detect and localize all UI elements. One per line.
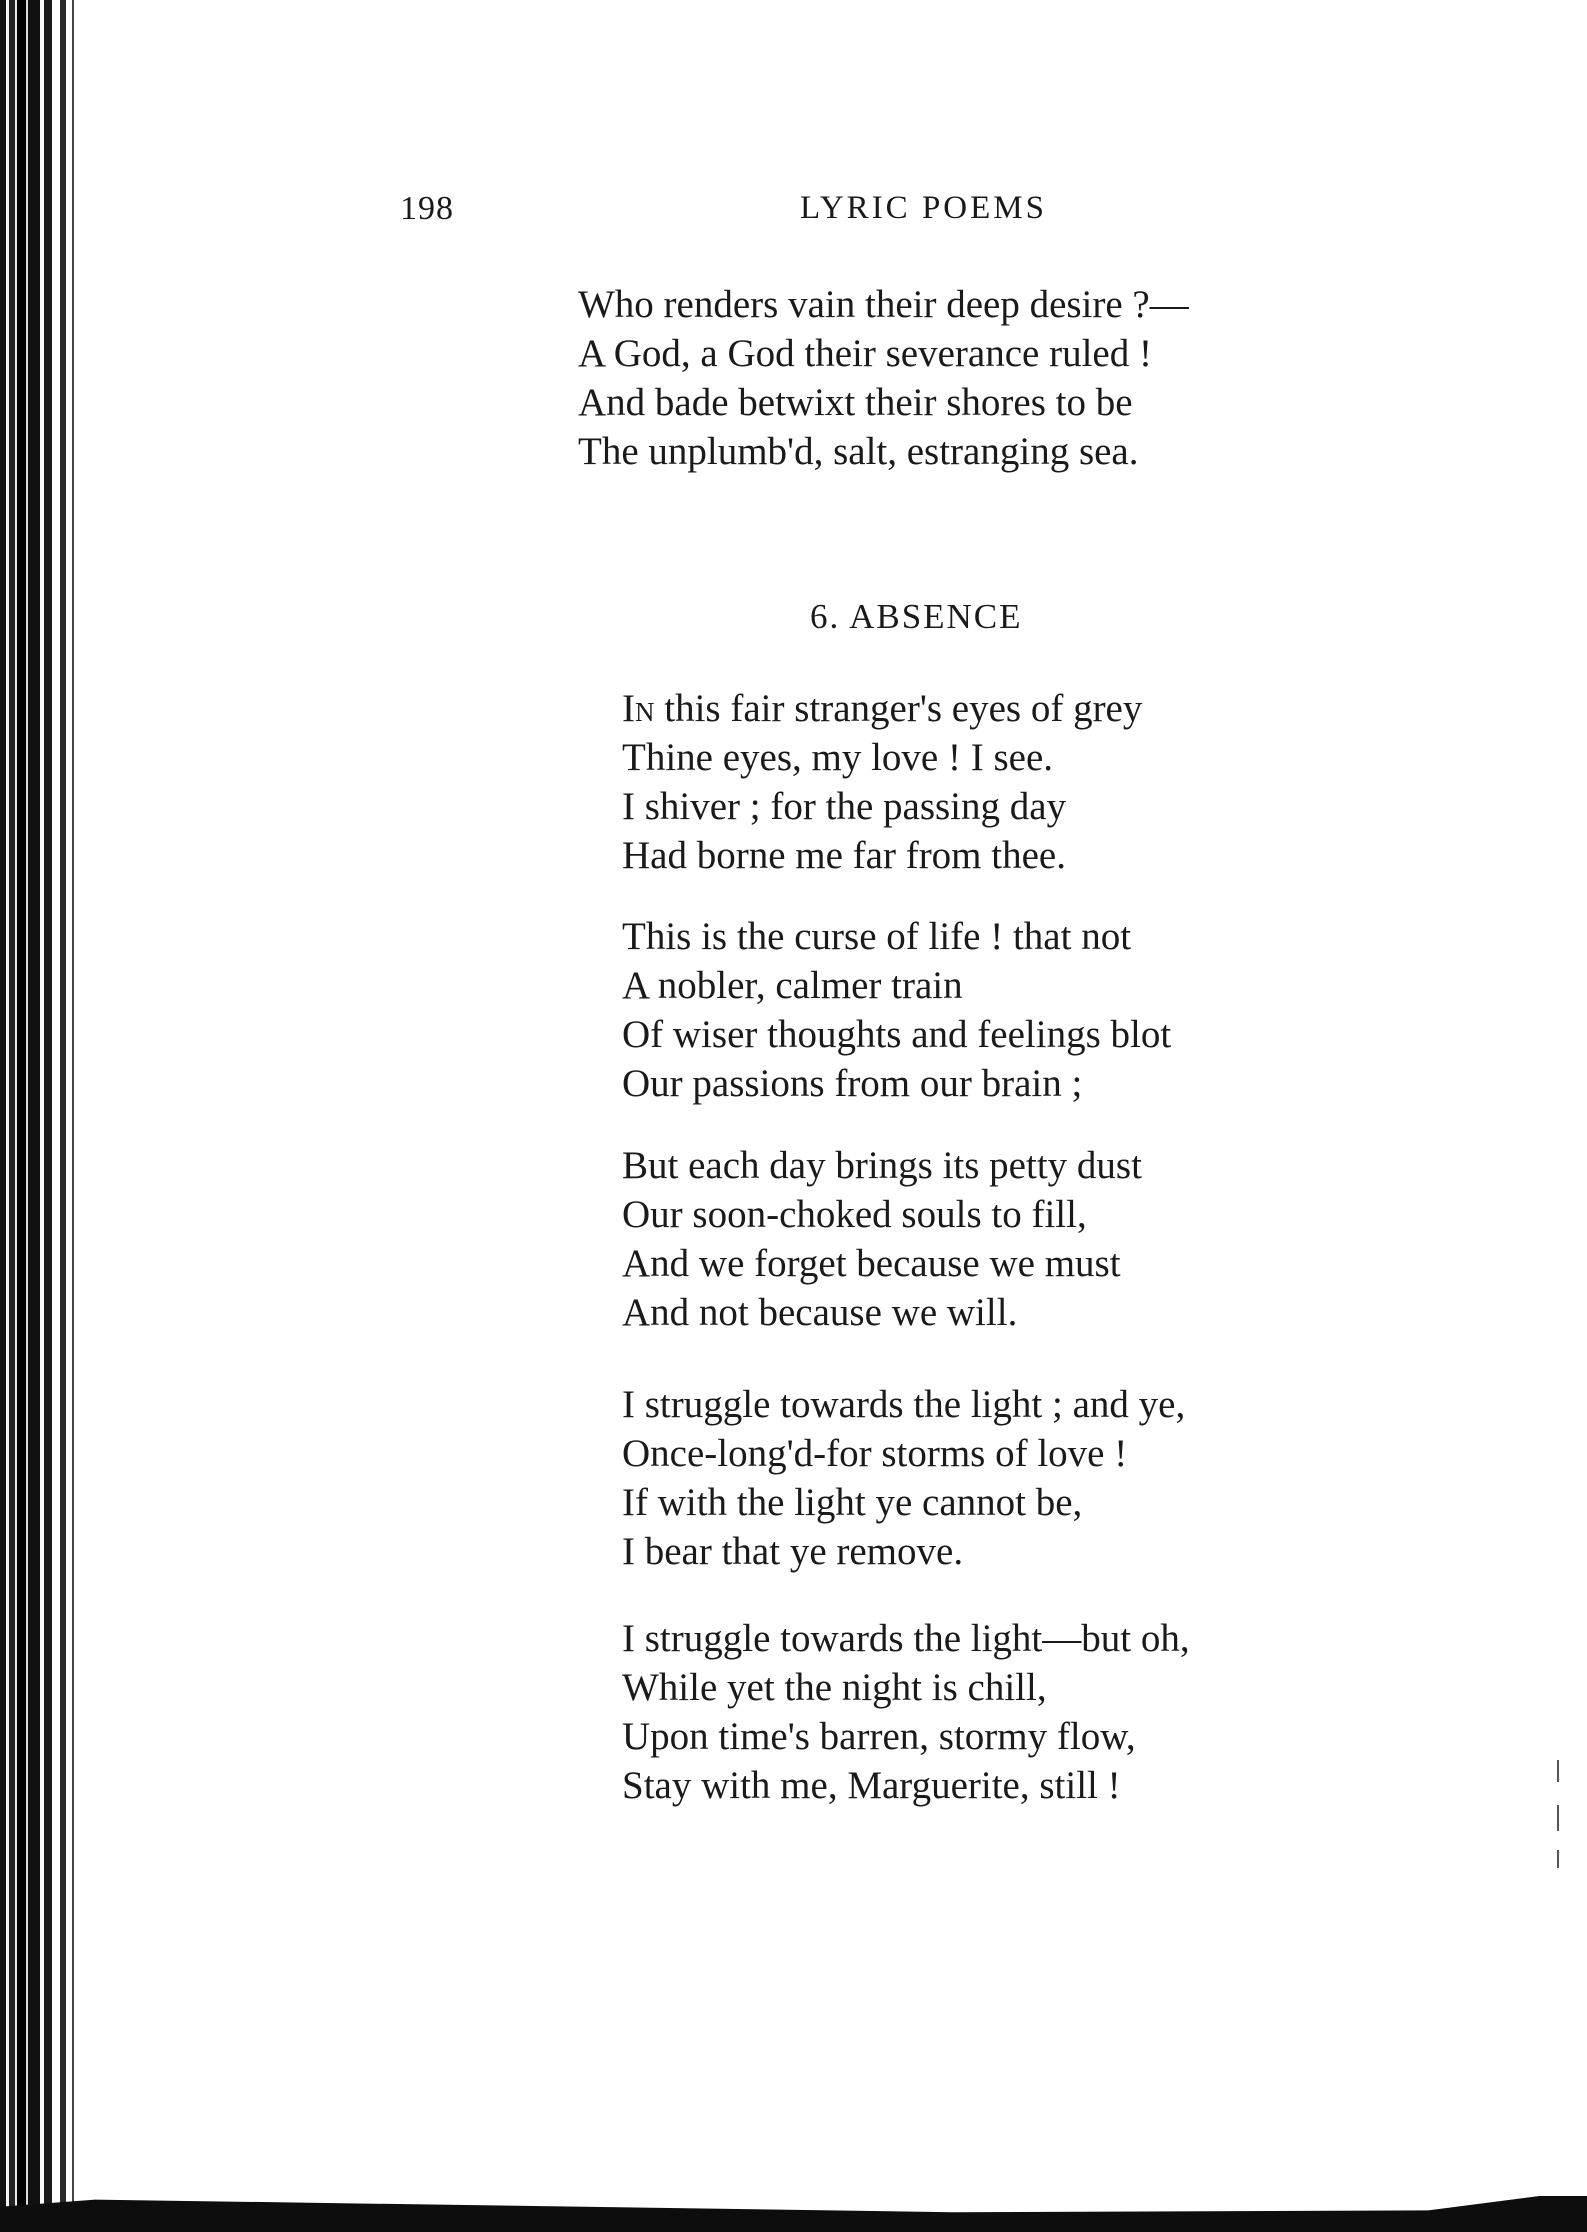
page-bottom-edge [0,2196,1587,2232]
verse-line: And not because we will. [622,1291,1018,1334]
verse-line [622,684,1142,733]
book-binding-edge [0,0,92,2232]
verse-line: I struggle towards the light—but oh, [622,1617,1190,1660]
verse-line: Had borne me far from thee. [622,834,1066,877]
verse-line: Thine eyes, my love ! I see. [622,736,1054,779]
running-title: LYRIC POEMS [800,190,1047,226]
verse-line: Upon time's barren, stormy flow, [622,1715,1136,1758]
first-word-small-caps: In [622,687,655,730]
scan-speck [1557,1850,1559,1868]
verse-line: I struggle towards the light ; and ye, [622,1383,1186,1426]
first-line-text: this fair stranger's eyes of grey [654,687,1143,730]
verse-line: Stay with me, Marguerite, still ! [622,1764,1121,1807]
verse-line: This is the curse of life ! that not [622,915,1132,958]
verse-line: Once-long'd-for storms of love ! [622,1432,1128,1475]
scan-speck [1557,1805,1559,1831]
verse-line: Of wiser thoughts and feelings blot [622,1013,1172,1056]
verse-line: The unplumb'd, salt, estranging sea. [578,430,1139,473]
verse-line: A nobler, calmer train [622,964,963,1007]
verse-line: Who renders vain their deep desire ?— [578,283,1189,326]
scan-speck [1557,1760,1559,1782]
verse-line: Our soon-choked souls to fill, [622,1193,1087,1236]
verse-line: But each day brings its petty dust [622,1144,1142,1187]
verse-line: While yet the night is chill, [622,1666,1047,1709]
verse-line: Our passions from our brain ; [622,1062,1083,1105]
verse-line: I bear that ye remove. [622,1530,964,1573]
poem-title: 6. ABSENCE [810,597,1023,636]
verse-line: And we forget because we must [622,1242,1121,1285]
verse-line: A God, a God their severance ruled ! [578,332,1152,375]
verse-line: If with the light ye cannot be, [622,1481,1083,1524]
page-number: 198 [400,190,454,227]
verse-line: And bade betwixt their shores to be [578,381,1133,424]
verse-line: I shiver ; for the passing day [622,785,1067,828]
running-head [0,190,1587,240]
